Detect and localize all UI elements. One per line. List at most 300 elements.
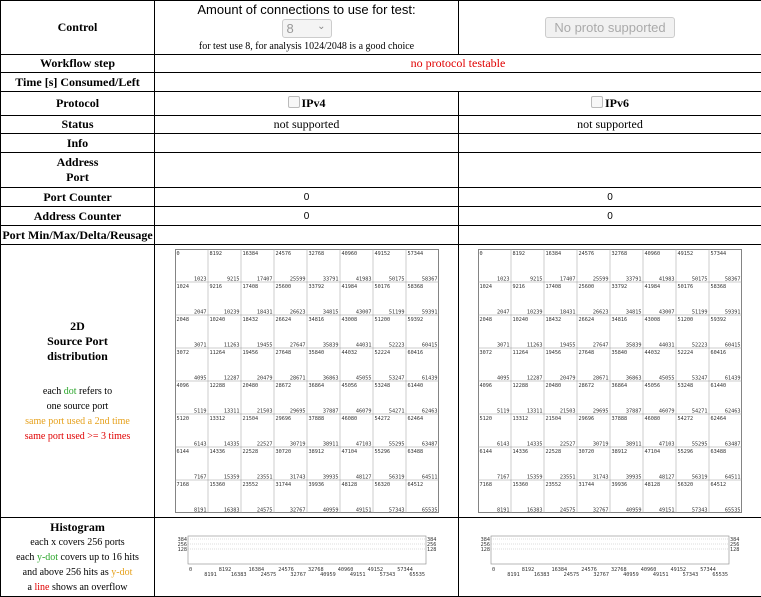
grid-end-label: 31743 xyxy=(593,475,609,481)
grid-start-label: 0 xyxy=(480,251,483,257)
grid-end-label: 1023 xyxy=(194,277,207,283)
grid-end-label: 32767 xyxy=(289,508,305,514)
ipv4-histogram-cell xyxy=(155,518,459,597)
grid-end-label: 12287 xyxy=(527,376,543,382)
grid-end-label: 39935 xyxy=(626,475,642,481)
histogram-line-1: each x covers 256 ports xyxy=(1,535,154,550)
histogram-x-label: 49151 xyxy=(653,572,669,578)
grid-start-label: 44032 xyxy=(341,350,357,356)
grid-end-label: 52223 xyxy=(388,343,404,349)
histogram-x-label: 16383 xyxy=(534,572,550,578)
histogram-line-2: each y-dot covers up to 16 hits xyxy=(1,550,154,565)
histogram-x-label: 57344 xyxy=(397,567,413,573)
grid-end-label: 36863 xyxy=(322,376,338,382)
grid-end-label: 35839 xyxy=(626,343,642,349)
ipv6-port-min-max xyxy=(459,226,761,245)
grid-end-label: 57343 xyxy=(388,508,404,514)
grid-start-label: 40960 xyxy=(645,251,661,257)
info-label: Info xyxy=(1,134,155,153)
grid-start-label: 5120 xyxy=(480,416,493,422)
grid-start-label: 11264 xyxy=(209,350,225,356)
port-min-max-label: Port Min/Max/Delta/Reusage xyxy=(1,226,155,245)
grid-start-label: 9216 xyxy=(513,284,526,290)
histogram-x-label: 57343 xyxy=(683,572,699,578)
no-proto-button[interactable]: No proto supported xyxy=(545,17,674,38)
grid-end-label: 28671 xyxy=(289,376,305,382)
grid-end-label: 50175 xyxy=(388,277,404,283)
grid-start-label: 4096 xyxy=(480,383,493,389)
ipv4-checkbox[interactable] xyxy=(288,96,300,108)
connections-cell xyxy=(155,1,459,55)
grid-start-label: 26624 xyxy=(275,317,291,323)
grid-start-label: 32768 xyxy=(612,251,628,257)
grid-end-label: 57343 xyxy=(692,508,708,514)
grid-end-label: 28671 xyxy=(593,376,609,382)
grid-end-label: 27647 xyxy=(593,343,609,349)
grid-start-label: 22528 xyxy=(546,449,562,455)
grid-end-label: 60415 xyxy=(421,343,437,349)
histogram-frame xyxy=(188,536,426,564)
grid-end-label: 43007 xyxy=(355,310,371,316)
histogram-x-label: 16383 xyxy=(230,572,246,578)
histogram-x-label: 40960 xyxy=(337,567,353,573)
grid-end-label: 61439 xyxy=(421,376,437,382)
grid-start-label: 8192 xyxy=(209,251,222,257)
grid-start-label: 37888 xyxy=(308,416,324,422)
histogram-x-label: 16384 xyxy=(552,567,568,573)
grid-end-label: 3071 xyxy=(194,343,207,349)
grid-start-label: 46080 xyxy=(341,416,357,422)
grid-end-label: 37887 xyxy=(626,409,642,415)
grid-end-label: 12287 xyxy=(223,376,239,382)
grid-start-label: 56320 xyxy=(374,482,390,488)
histogram-x-label: 24575 xyxy=(564,572,580,578)
grid-end-label: 65535 xyxy=(421,508,437,514)
grid-end-label: 9215 xyxy=(530,277,543,283)
grid-start-label: 49152 xyxy=(374,251,390,257)
grid-start-label: 47104 xyxy=(341,449,357,455)
ipv4-port-min-max xyxy=(155,226,459,245)
histogram-y-label-right: 256 xyxy=(730,542,739,548)
grid-end-label: 14335 xyxy=(527,442,543,448)
grid-end-label: 34815 xyxy=(626,310,642,316)
connections-select[interactable] xyxy=(282,19,332,38)
grid-end-label: 15359 xyxy=(527,475,543,481)
grid-start-label: 21504 xyxy=(242,416,258,422)
grid-start-label: 24576 xyxy=(275,251,291,257)
workflow-label: Workflow step xyxy=(1,55,155,73)
grid-start-label: 39936 xyxy=(308,482,324,488)
grid-end-label: 40959 xyxy=(626,508,642,514)
histogram-x-label: 49152 xyxy=(367,567,383,573)
grid-end-label: 50175 xyxy=(692,277,708,283)
grid-start-label: 5120 xyxy=(176,416,189,422)
grid-start-label: 6144 xyxy=(176,449,189,455)
grid-start-label: 50176 xyxy=(678,284,694,290)
grid-end-label: 58367 xyxy=(421,277,437,283)
grid-start-label: 59392 xyxy=(711,317,727,323)
ipv6-distribution-grid xyxy=(478,249,742,513)
histogram-y-label-left: 128 xyxy=(481,547,490,553)
grid-start-label: 47104 xyxy=(645,449,661,455)
protocol-row xyxy=(1,92,761,116)
grid-end-label: 47103 xyxy=(355,442,371,448)
grid-start-label: 62464 xyxy=(711,416,727,422)
grid-end-label: 30719 xyxy=(289,442,305,448)
time-label: Time [s] Consumed/Left xyxy=(1,73,155,92)
address-counter-label: Address Counter xyxy=(1,207,155,226)
grid-end-label: 24575 xyxy=(560,508,576,514)
grid-end-label: 19455 xyxy=(560,343,576,349)
histogram-x-label: 24575 xyxy=(260,572,276,578)
grid-end-label: 46079 xyxy=(659,409,675,415)
grid-start-label: 17408 xyxy=(546,284,562,290)
histogram-x-label: 65535 xyxy=(409,572,425,578)
grid-end-label: 16383 xyxy=(527,508,543,514)
histogram-frame xyxy=(491,536,729,564)
grid-end-label: 4095 xyxy=(497,376,510,382)
grid-start-label: 13312 xyxy=(513,416,529,422)
grid-end-label: 17407 xyxy=(560,277,576,283)
grid-start-label: 14336 xyxy=(209,449,225,455)
ipv6-protocol-cell xyxy=(459,92,761,116)
legend-dot-word: dot xyxy=(64,386,77,397)
grid-end-label: 59391 xyxy=(725,310,741,316)
legend-one-port: one source port xyxy=(1,399,154,414)
grid-end-label: 33791 xyxy=(322,277,338,283)
histogram-y-label-right: 384 xyxy=(730,537,739,543)
ipv4-histogram xyxy=(174,534,440,580)
chevron-down-icon: ⌄ xyxy=(317,21,325,32)
histogram-x-label: 16384 xyxy=(248,567,264,573)
grid-end-label: 29695 xyxy=(593,409,609,415)
grid-end-label: 53247 xyxy=(388,376,404,382)
grid-end-label: 35839 xyxy=(322,343,338,349)
grid-start-label: 35840 xyxy=(612,350,628,356)
histogram-x-label: 32767 xyxy=(593,572,609,578)
grid-end-label: 49151 xyxy=(355,508,371,514)
grid-start-label: 15360 xyxy=(513,482,529,488)
grid-end-label: 6143 xyxy=(497,442,510,448)
grid-end-label: 65535 xyxy=(725,508,741,514)
grid-start-label: 16384 xyxy=(242,251,258,257)
histogram-y-label-right: 256 xyxy=(427,542,436,548)
grid-end-label: 13311 xyxy=(527,409,543,415)
grid-start-label: 26624 xyxy=(579,317,595,323)
histogram-label-cell xyxy=(1,518,155,597)
grid-start-label: 52224 xyxy=(374,350,390,356)
grid-end-label: 9215 xyxy=(227,277,240,283)
distribution-title-3: distribution xyxy=(1,349,154,364)
grid-end-label: 24575 xyxy=(256,508,272,514)
grid-start-label: 27648 xyxy=(275,350,291,356)
grid-end-label: 19455 xyxy=(256,343,272,349)
grid-start-label: 60416 xyxy=(711,350,727,356)
ipv6-distribution-cell xyxy=(459,245,761,518)
grid-end-label: 62463 xyxy=(421,409,437,415)
grid-start-label: 45056 xyxy=(645,383,661,389)
grid-start-label: 37888 xyxy=(612,416,628,422)
grid-start-label: 11264 xyxy=(513,350,529,356)
grid-start-label: 3072 xyxy=(480,350,493,356)
grid-start-label: 17408 xyxy=(242,284,258,290)
histogram-x-label: 8191 xyxy=(204,572,217,578)
grid-end-label: 7167 xyxy=(194,475,207,481)
histogram-y-label-left: 256 xyxy=(177,542,186,548)
grid-start-label: 18432 xyxy=(242,317,258,323)
grid-start-label: 55296 xyxy=(374,449,390,455)
workflow-row xyxy=(1,55,761,73)
grid-end-label: 59391 xyxy=(421,310,437,316)
grid-end-label: 44031 xyxy=(659,343,675,349)
grid-end-label: 22527 xyxy=(560,442,576,448)
legend-third-use: same port used >= 3 times xyxy=(1,429,154,444)
histogram-y-label-left: 256 xyxy=(481,542,490,548)
grid-end-label: 49151 xyxy=(659,508,675,514)
grid-start-label: 44032 xyxy=(645,350,661,356)
grid-end-label: 53247 xyxy=(692,376,708,382)
grid-end-label: 15359 xyxy=(223,475,239,481)
grid-start-label: 23552 xyxy=(546,482,562,488)
proto-button-cell xyxy=(459,1,761,55)
grid-start-label: 35840 xyxy=(308,350,324,356)
address-label: Address xyxy=(1,155,154,170)
histogram-line-3: and above 256 hits as y-dot xyxy=(1,565,154,580)
grid-end-label: 60415 xyxy=(725,343,741,349)
grid-start-label: 14336 xyxy=(513,449,529,455)
grid-start-label: 45056 xyxy=(341,383,357,389)
grid-end-label: 4095 xyxy=(194,376,207,382)
histogram-x-label: 65535 xyxy=(712,572,728,578)
grid-start-label: 28672 xyxy=(275,383,291,389)
grid-start-label: 52224 xyxy=(678,350,694,356)
grid-start-label: 23552 xyxy=(242,482,258,488)
grid-end-label: 48127 xyxy=(355,475,371,481)
port-label: Port xyxy=(1,170,154,185)
info-row xyxy=(1,134,761,153)
grid-start-label: 25600 xyxy=(275,284,291,290)
grid-start-label: 58368 xyxy=(711,284,727,290)
ipv6-address-port xyxy=(459,153,761,188)
connections-hint: for test use 8, for analysis 1024/2048 is a good choice xyxy=(155,41,458,52)
grid-end-label: 52223 xyxy=(692,343,708,349)
grid-start-label: 31744 xyxy=(275,482,291,488)
histogram-x-label: 24576 xyxy=(278,567,294,573)
grid-end-label: 10239 xyxy=(223,310,239,316)
grid-end-label: 26623 xyxy=(289,310,305,316)
grid-start-label: 55296 xyxy=(678,449,694,455)
port-counter-label: Port Counter xyxy=(1,188,155,207)
ipv6-histogram-cell xyxy=(459,518,761,597)
ipv4-distribution-cell xyxy=(155,245,459,518)
grid-end-label: 5119 xyxy=(194,409,207,415)
ipv4-distribution-grid xyxy=(175,249,439,513)
grid-end-label: 56319 xyxy=(388,475,404,481)
histogram-x-label: 0 xyxy=(492,567,495,573)
grid-start-label: 32768 xyxy=(308,251,324,257)
grid-start-label: 39936 xyxy=(612,482,628,488)
grid-start-label: 51200 xyxy=(678,317,694,323)
grid-start-label: 49152 xyxy=(678,251,694,257)
histogram-x-label: 8192 xyxy=(522,567,535,573)
address-port-label xyxy=(1,153,155,188)
grid-start-label: 12288 xyxy=(513,383,529,389)
grid-start-label: 40960 xyxy=(341,251,357,257)
grid-end-label: 64511 xyxy=(725,475,741,481)
grid-end-label: 37887 xyxy=(322,409,338,415)
histogram-y-label-left: 384 xyxy=(481,537,490,543)
grid-start-label: 28672 xyxy=(579,383,595,389)
ipv6-checkbox[interactable] xyxy=(591,96,603,108)
grid-end-label: 25599 xyxy=(289,277,305,283)
grid-end-label: 1023 xyxy=(497,277,510,283)
grid-start-label: 64512 xyxy=(711,482,727,488)
legend-second-use: same port used a 2nd time xyxy=(1,414,154,429)
grid-start-label: 54272 xyxy=(678,416,694,422)
grid-end-label: 34815 xyxy=(322,310,338,316)
grid-start-label: 48128 xyxy=(645,482,661,488)
control-label: Control xyxy=(1,1,155,55)
grid-end-label: 25599 xyxy=(593,277,609,283)
grid-end-label: 54271 xyxy=(692,409,708,415)
grid-start-label: 33792 xyxy=(308,284,324,290)
grid-end-label: 63487 xyxy=(421,442,437,448)
grid-start-label: 64512 xyxy=(407,482,423,488)
grid-start-label: 20480 xyxy=(242,383,258,389)
histogram-title: Histogram xyxy=(1,520,154,535)
grid-start-label: 60416 xyxy=(407,350,423,356)
grid-start-label: 20480 xyxy=(546,383,562,389)
histogram-y-label-left: 384 xyxy=(177,537,186,543)
grid-end-label: 10239 xyxy=(527,310,543,316)
grid-start-label: 30720 xyxy=(579,449,595,455)
grid-start-label: 53248 xyxy=(678,383,694,389)
grid-start-label: 48128 xyxy=(341,482,357,488)
grid-end-label: 18431 xyxy=(560,310,576,316)
grid-end-label: 62463 xyxy=(725,409,741,415)
grid-start-label: 31744 xyxy=(579,482,595,488)
grid-end-label: 17407 xyxy=(256,277,272,283)
grid-start-label: 34816 xyxy=(308,317,324,323)
histogram-x-label: 32768 xyxy=(308,567,324,573)
histogram-x-label: 8191 xyxy=(507,572,520,578)
grid-end-label: 7167 xyxy=(497,475,510,481)
grid-start-label: 7168 xyxy=(480,482,493,488)
time-value xyxy=(155,73,761,92)
grid-end-label: 38911 xyxy=(626,442,642,448)
status-label: Status xyxy=(1,116,155,134)
connections-select-value: 8 xyxy=(287,21,294,36)
grid-end-label: 2047 xyxy=(497,310,510,316)
grid-start-label: 33792 xyxy=(612,284,628,290)
ipv6-label: IPv6 xyxy=(605,96,629,110)
grid-start-label: 56320 xyxy=(678,482,694,488)
ipv6-status: not supported xyxy=(459,116,761,134)
grid-end-label: 20479 xyxy=(256,376,272,382)
protocol-label: Protocol xyxy=(1,92,155,116)
grid-end-label: 30719 xyxy=(593,442,609,448)
ipv4-protocol-cell xyxy=(155,92,459,116)
grid-end-label: 36863 xyxy=(626,376,642,382)
histogram-line-4: a line shows an overflow xyxy=(1,580,154,595)
grid-start-label: 8192 xyxy=(513,251,526,257)
grid-start-label: 62464 xyxy=(407,416,423,422)
histogram-y-label-right: 128 xyxy=(427,547,436,553)
grid-start-label: 38912 xyxy=(308,449,324,455)
grid-end-label: 3071 xyxy=(497,343,510,349)
grid-end-label: 63487 xyxy=(725,442,741,448)
grid-start-label: 24576 xyxy=(579,251,595,257)
grid-end-label: 45055 xyxy=(355,376,371,382)
grid-start-label: 29696 xyxy=(579,416,595,422)
grid-start-label: 13312 xyxy=(209,416,225,422)
grid-end-label: 16383 xyxy=(223,508,239,514)
address-port-row xyxy=(1,153,761,188)
grid-end-label: 41983 xyxy=(659,277,675,283)
ipv6-histogram xyxy=(477,534,743,580)
grid-start-label: 10240 xyxy=(513,317,529,323)
grid-end-label: 11263 xyxy=(223,343,239,349)
grid-end-label: 43007 xyxy=(659,310,675,316)
grid-start-label: 6144 xyxy=(480,449,493,455)
histogram-x-label: 32768 xyxy=(611,567,627,573)
histogram-x-label: 57343 xyxy=(379,572,395,578)
grid-start-label: 29696 xyxy=(275,416,291,422)
legend-dot-line: each dot refers to xyxy=(1,384,154,399)
grid-end-label: 55295 xyxy=(388,442,404,448)
histogram-y-label-right: 384 xyxy=(427,537,436,543)
distribution-row xyxy=(1,245,761,518)
grid-start-label: 1024 xyxy=(480,284,493,290)
grid-end-label: 23551 xyxy=(256,475,272,481)
grid-end-label: 6143 xyxy=(194,442,207,448)
ipv4-address-counter: 0 xyxy=(155,207,459,226)
grid-start-label: 16384 xyxy=(546,251,562,257)
workflow-status: no protocol testable xyxy=(155,55,761,73)
grid-end-label: 8191 xyxy=(194,508,207,514)
address-counter-row xyxy=(1,207,761,226)
grid-end-label: 48127 xyxy=(659,475,675,481)
grid-end-label: 27647 xyxy=(289,343,305,349)
grid-start-label: 3072 xyxy=(176,350,189,356)
histogram-x-label: 49152 xyxy=(671,567,687,573)
grid-start-label: 1024 xyxy=(176,284,189,290)
grid-end-label: 23551 xyxy=(560,475,576,481)
grid-end-label: 46079 xyxy=(355,409,371,415)
grid-start-label: 25600 xyxy=(579,284,595,290)
grid-start-label: 57344 xyxy=(407,251,423,257)
control-row xyxy=(1,1,761,55)
grid-start-label: 50176 xyxy=(374,284,390,290)
grid-start-label: 43008 xyxy=(341,317,357,323)
grid-start-label: 22528 xyxy=(242,449,258,455)
grid-start-label: 21504 xyxy=(546,416,562,422)
port-counter-row xyxy=(1,188,761,207)
ipv4-port-counter: 0 xyxy=(155,188,459,207)
grid-end-label: 47103 xyxy=(659,442,675,448)
grid-end-label: 18431 xyxy=(256,310,272,316)
grid-end-label: 14335 xyxy=(223,442,239,448)
histogram-y-label-right: 128 xyxy=(730,547,739,553)
grid-end-label: 61439 xyxy=(725,376,741,382)
distribution-title-1: 2D xyxy=(1,319,154,334)
histogram-x-label: 49151 xyxy=(349,572,365,578)
grid-start-label: 2048 xyxy=(480,317,493,323)
grid-start-label: 7168 xyxy=(176,482,189,488)
grid-start-label: 38912 xyxy=(612,449,628,455)
grid-start-label: 36864 xyxy=(612,383,628,389)
grid-start-label: 27648 xyxy=(579,350,595,356)
